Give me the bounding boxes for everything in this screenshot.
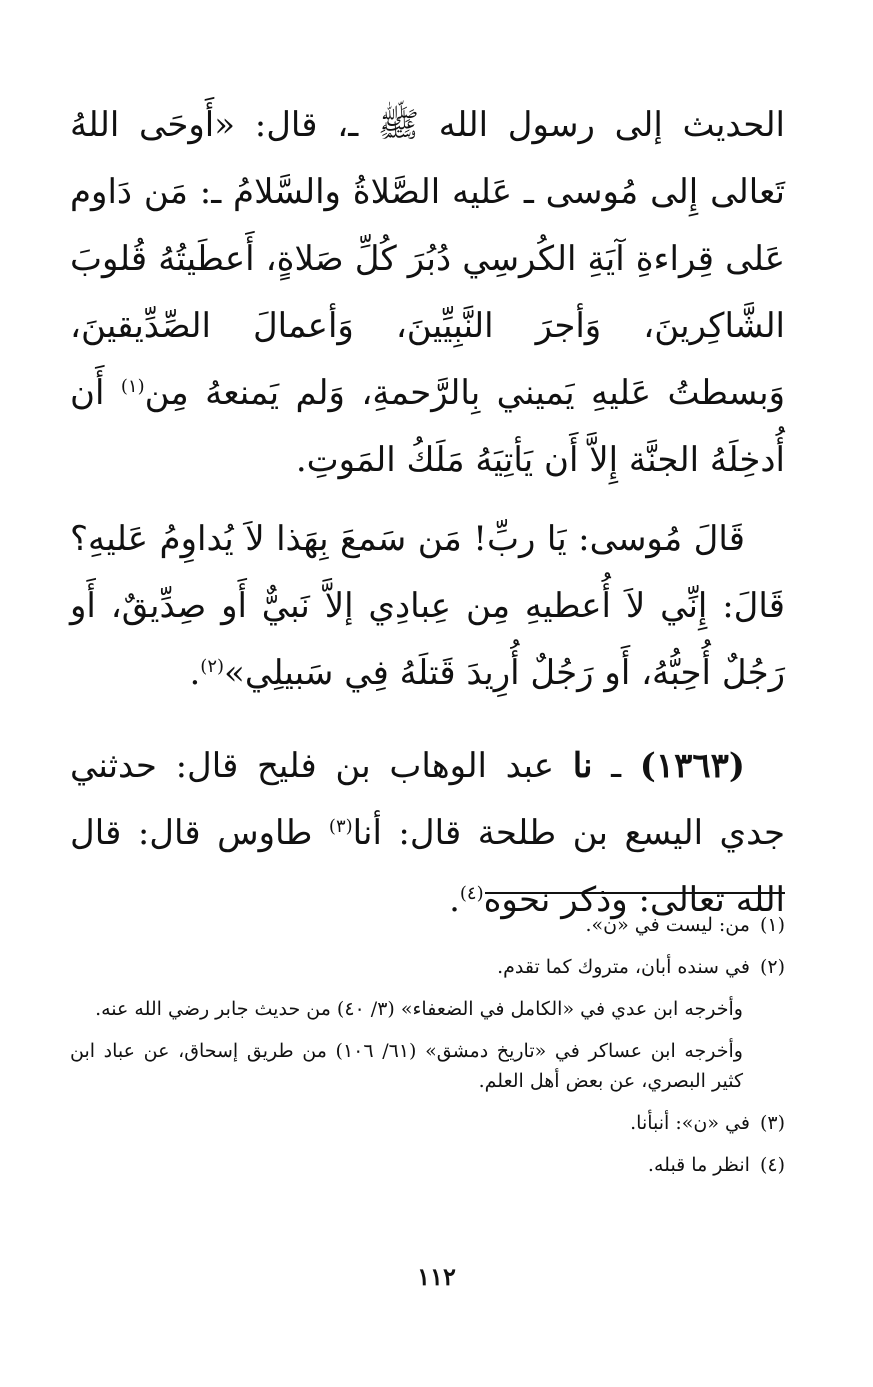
footnote-ref-2[interactable]: (٢) xyxy=(200,656,225,677)
footnote-text: في «ن»: أنبأنا. xyxy=(630,1112,750,1134)
footnotes xyxy=(70,910,785,1192)
narration-prefix: نا xyxy=(572,746,593,786)
text: عبد الوهاب بن فليح قال: حدثني جدي اليسع بن طلحة قال: أنا xyxy=(70,746,785,853)
footnote-number: (١) xyxy=(759,914,785,936)
page-number: ١١٢ xyxy=(417,1262,456,1291)
footnote-ref-4[interactable]: (٤) xyxy=(459,883,484,904)
text: طاوس قال: قال الله تعالى: وذكر نحوه xyxy=(70,813,785,920)
footnote-divider xyxy=(485,892,785,894)
footnote-2-continuation: وأخرجه ابن عدي في «الكامل في الضعفاء» (٣/ ٤٠) من حديث جابر رضي الله عنه. xyxy=(95,998,743,1020)
text: الحديث إلى رسول الله ﷺ ـ، قال: «أَوحَى اللهُ تَعالى إِلى مُوسى ـ عَليه الصَّلاةُ والسَّلامُ ـ: مَن دَاوم عَلى قِراءةِ آيَةِ الكُرسِي دُبُرَ كُلِّ صَلاةٍ، أَعطَيتُهُ قُلوبَ الشَّاكِرينَ، وَأجرَ النَّبِيِّينَ، وَأعمالَ الصِّدِّيقينَ، وَبسطتُ عَليهِ يَميني بِالرَّحمةِ، وَلم يَمنعهُ مِن xyxy=(70,105,786,413)
footnote-1 xyxy=(70,910,785,940)
footnote-4 xyxy=(70,1150,785,1180)
text: . xyxy=(189,653,201,693)
footnote-text: انظر ما قبله. xyxy=(647,1154,750,1176)
paragraph-hadith-text xyxy=(70,92,785,494)
footnote-text: في سنده أبان، متروك كما تقدم. xyxy=(497,956,750,978)
footnote-3 xyxy=(70,1108,785,1138)
paragraph-dialogue xyxy=(70,506,785,707)
text: . xyxy=(449,880,460,920)
footnote-text: من: ليست في «ن». xyxy=(585,914,750,936)
footnote-number: (٤) xyxy=(759,1154,785,1176)
dash: ـ xyxy=(592,746,640,786)
text: قَالَ مُوسى: يَا ربِّ! مَن سَمعَ بِهَذا لاَ يُداوِمُ عَليهِ؟ قَالَ: إِنِّي لاَ أُعطيهِ مِن عِبادِي إلاَّ نَبيٌّ أَو صِدِّيقٌ، أَو رَجُلٌ أُحِبُّهُ، أَو رَجُلٌ أُرِيدَ قَتلَهُ فِي سَبيلِي» xyxy=(70,519,785,693)
footnote-ref-3[interactable]: (٣) xyxy=(328,816,353,837)
footnote-2 xyxy=(70,952,785,982)
text: أَن أُدخِلَهُ الجنَّة إِلاَّ أَن يَأتِيَهُ مَلَكُ المَوتِ. xyxy=(70,373,785,480)
footnote-2-continuation: وأخرجه ابن عساكر في «تاريخ دمشق» (٦١/ ١٠٦) من طريق إسحاق، عن عباد ابن كثير البصري، عن بعض أهل العلم. xyxy=(70,1040,743,1092)
hadith-number: (١٣٦٣) xyxy=(639,746,745,786)
footnote-number: (٣) xyxy=(759,1112,785,1134)
footnote-ref-1[interactable]: (١) xyxy=(120,376,145,397)
footnote-number: (٢) xyxy=(759,956,785,978)
main-text xyxy=(70,92,785,934)
paragraph-hadith-1363 xyxy=(70,733,785,934)
